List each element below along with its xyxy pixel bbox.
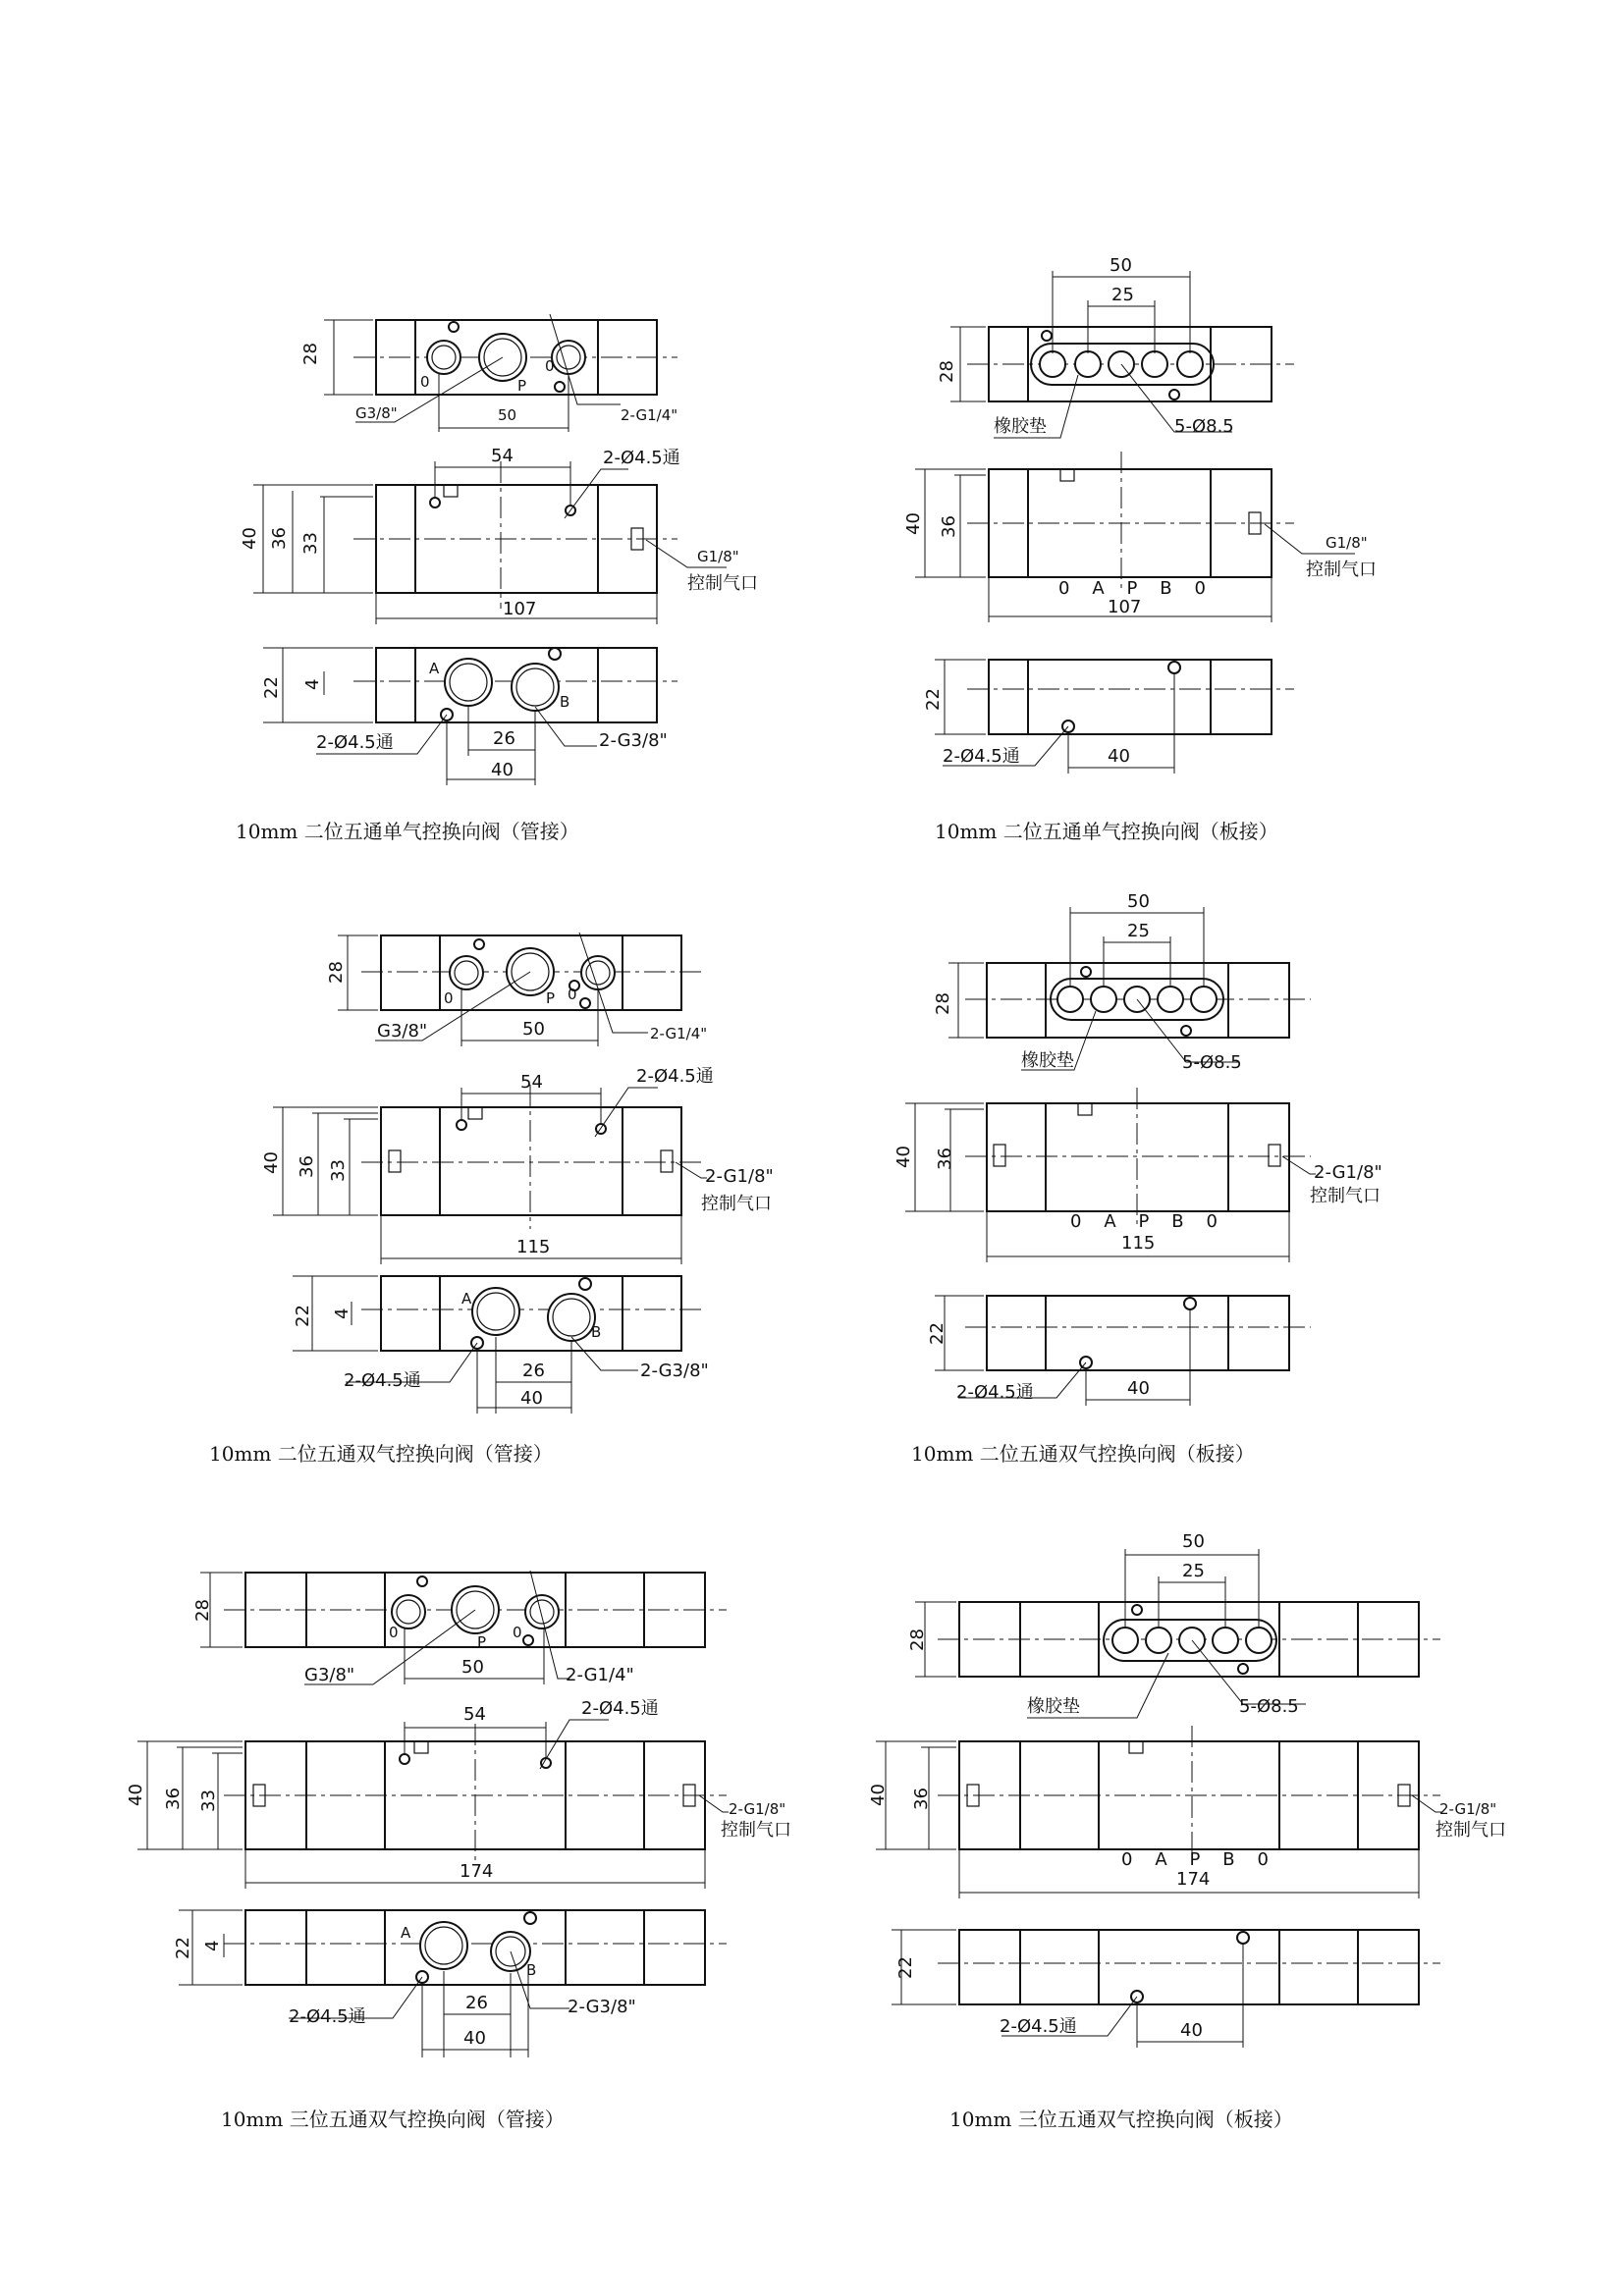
port-o-label: 0 bbox=[568, 986, 577, 1003]
dim-50: 50 bbox=[1110, 255, 1132, 276]
dim-28: 28 bbox=[192, 1599, 213, 1622]
dim-40: 40 bbox=[126, 1784, 146, 1806]
g38-2-label: 2-G3/8" bbox=[640, 1361, 709, 1381]
caption-1: 10mm 二位五通单气控换向阀（管接） bbox=[236, 820, 579, 843]
hole45-label: 2-Ø4.5通 bbox=[316, 732, 394, 753]
control-label: 控制气口 bbox=[1435, 1820, 1506, 1841]
dim-28: 28 bbox=[933, 992, 953, 1015]
pad-label: 橡胶垫 bbox=[1021, 1050, 1074, 1071]
hole85-label: 5-Ø8.5 bbox=[1174, 416, 1234, 437]
dim-36: 36 bbox=[939, 515, 959, 538]
control-label: 控制气口 bbox=[1310, 1186, 1380, 1206]
dim-33: 33 bbox=[300, 532, 321, 555]
port-o-label: 0 bbox=[545, 357, 555, 375]
caption-5: 10mm 三位五通双气控换向阀（管接） bbox=[221, 2108, 565, 2131]
dim-36: 36 bbox=[163, 1788, 184, 1810]
drawing-6 bbox=[868, 1531, 1506, 2131]
port-o-label: 0 bbox=[420, 373, 430, 391]
dim-115: 115 bbox=[516, 1237, 551, 1257]
dim-28: 28 bbox=[907, 1629, 928, 1651]
dim-40: 40 bbox=[1127, 1378, 1150, 1399]
port-b-label: B bbox=[526, 1961, 537, 1979]
g18-2-label: 2-G1/8" bbox=[729, 1800, 786, 1818]
drawing-1 bbox=[236, 314, 758, 843]
dim-33: 33 bbox=[198, 1789, 219, 1812]
control-label: 控制气口 bbox=[687, 573, 758, 594]
dim-40: 40 bbox=[1108, 746, 1130, 767]
dim-28: 28 bbox=[300, 343, 321, 365]
g18-2-label: 2-G1/8" bbox=[1314, 1162, 1382, 1183]
dim-40: 40 bbox=[868, 1784, 889, 1806]
dim-40: 40 bbox=[491, 760, 514, 780]
g18-label: G1/8" bbox=[1326, 534, 1368, 552]
port-o-label: 0 bbox=[444, 989, 454, 1007]
dim-28: 28 bbox=[326, 961, 347, 984]
drawing-2 bbox=[903, 255, 1377, 843]
dim-36: 36 bbox=[935, 1148, 955, 1170]
g14-label: 2-G1/4" bbox=[621, 406, 678, 424]
dim-107: 107 bbox=[1108, 597, 1142, 617]
port-a-label: A bbox=[429, 660, 440, 677]
dim-115: 115 bbox=[1121, 1233, 1156, 1254]
dim-25: 25 bbox=[1127, 921, 1150, 941]
g38-label: G3/8" bbox=[304, 1665, 355, 1685]
dim-36: 36 bbox=[297, 1155, 317, 1178]
g38-2-label: 2-G3/8" bbox=[568, 1997, 636, 2017]
port-p-label: P bbox=[517, 377, 527, 395]
dim-40: 40 bbox=[903, 512, 924, 535]
dim-174: 174 bbox=[1176, 1869, 1211, 1890]
dim-174: 174 bbox=[460, 1861, 494, 1882]
dim-22: 22 bbox=[261, 676, 282, 699]
port-o-label: 0 bbox=[389, 1624, 399, 1641]
dim-25: 25 bbox=[1182, 1561, 1205, 1581]
hole85-label: 5-Ø8.5 bbox=[1182, 1052, 1242, 1073]
dim-54: 54 bbox=[520, 1072, 543, 1093]
g38-label: G3/8" bbox=[355, 404, 398, 422]
g38-label: G3/8" bbox=[377, 1021, 428, 1041]
dim-26: 26 bbox=[465, 1993, 488, 2013]
dim-36: 36 bbox=[269, 527, 290, 550]
dim-50: 50 bbox=[1127, 891, 1150, 912]
hole45-label: 2-Ø4.5通 bbox=[943, 746, 1020, 767]
drawing-4 bbox=[893, 891, 1382, 1466]
port-a-label: A bbox=[401, 1924, 411, 1942]
dim-40: 40 bbox=[240, 527, 260, 550]
control-label: 控制气口 bbox=[721, 1820, 791, 1841]
dim-22: 22 bbox=[293, 1305, 313, 1327]
ports-row-label: 0 A P B 0 bbox=[1121, 1849, 1269, 1870]
caption-2: 10mm 二位五通单气控换向阀（板接） bbox=[935, 820, 1278, 843]
dim-54: 54 bbox=[491, 446, 514, 466]
dim-50: 50 bbox=[1182, 1531, 1205, 1552]
dim-50: 50 bbox=[522, 1019, 545, 1040]
dim-22: 22 bbox=[173, 1937, 193, 1959]
control-label: 控制气口 bbox=[701, 1194, 772, 1214]
g18-2-label: 2-G1/8" bbox=[1439, 1800, 1497, 1818]
ports-row-label: 0 A P B 0 bbox=[1070, 1211, 1218, 1232]
port-o-label: 0 bbox=[513, 1624, 522, 1641]
caption-6: 10mm 三位五通双气控换向阀（板接） bbox=[949, 2108, 1293, 2131]
dim-22: 22 bbox=[927, 1322, 947, 1345]
pad-label: 橡胶垫 bbox=[994, 416, 1047, 437]
port-a-label: A bbox=[461, 1290, 472, 1308]
port-p-label: P bbox=[546, 989, 556, 1007]
g14-label: 2-G1/4" bbox=[566, 1665, 634, 1685]
drawing-3 bbox=[209, 933, 774, 1466]
dim-40: 40 bbox=[261, 1151, 282, 1174]
dim-25: 25 bbox=[1111, 285, 1134, 305]
hole45-label: 2-Ø4.5通 bbox=[636, 1066, 714, 1087]
dim-40: 40 bbox=[520, 1388, 543, 1409]
g18-2-label: 2-G1/8" bbox=[705, 1166, 774, 1187]
dim-54: 54 bbox=[463, 1704, 486, 1725]
port-b-label: B bbox=[591, 1323, 602, 1341]
dim-4: 4 bbox=[302, 678, 323, 690]
port-b-label: B bbox=[560, 693, 570, 711]
dim-26: 26 bbox=[522, 1361, 545, 1381]
caption-3: 10mm 二位五通双气控换向阀（管接） bbox=[209, 1442, 553, 1466]
dim-4: 4 bbox=[332, 1308, 352, 1319]
control-label: 控制气口 bbox=[1306, 560, 1377, 580]
dim-26: 26 bbox=[493, 728, 515, 749]
hole45-label: 2-Ø4.5通 bbox=[289, 2006, 366, 2027]
pad-label: 橡胶垫 bbox=[1027, 1696, 1080, 1717]
dim-33: 33 bbox=[328, 1159, 349, 1182]
hole45-label: 2-Ø4.5通 bbox=[1000, 2016, 1077, 2037]
dim-40: 40 bbox=[893, 1146, 914, 1168]
dim-50: 50 bbox=[498, 406, 517, 424]
dim-28: 28 bbox=[937, 360, 957, 383]
ports-row-label: 0 A P B 0 bbox=[1058, 578, 1206, 599]
g14-label: 2-G1/4" bbox=[650, 1025, 708, 1042]
dim-40: 40 bbox=[463, 2028, 486, 2049]
dim-22: 22 bbox=[923, 688, 944, 711]
dim-107: 107 bbox=[503, 599, 537, 619]
hole45-label: 2-Ø4.5通 bbox=[581, 1698, 659, 1719]
hole45-label: 2-Ø4.5通 bbox=[603, 448, 680, 468]
caption-4: 10mm 二位五通双气控换向阀（板接） bbox=[911, 1442, 1255, 1466]
hole85-label: 5-Ø8.5 bbox=[1239, 1696, 1299, 1717]
drawing-5 bbox=[126, 1571, 791, 2131]
g38-2-label: 2-G3/8" bbox=[599, 730, 668, 751]
hole45-label: 2-Ø4.5通 bbox=[956, 1382, 1034, 1403]
dim-40: 40 bbox=[1180, 2020, 1203, 2041]
dim-22: 22 bbox=[895, 1956, 916, 1979]
g18-label: G1/8" bbox=[697, 548, 739, 565]
dim-4: 4 bbox=[202, 1940, 223, 1951]
port-p-label: P bbox=[477, 1633, 487, 1651]
dim-50: 50 bbox=[461, 1657, 484, 1678]
hole45-label: 2-Ø4.5通 bbox=[344, 1370, 421, 1391]
dim-36: 36 bbox=[911, 1788, 932, 1810]
